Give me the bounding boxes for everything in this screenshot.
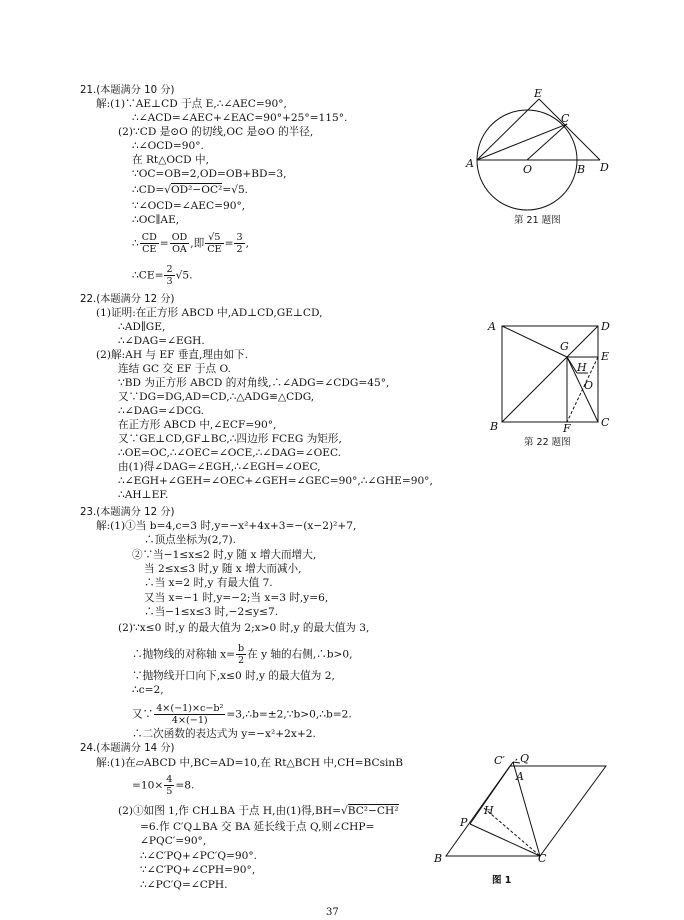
q23-header: 23.(本题满分 12 分) (80, 507, 175, 518)
q21-figure (460, 88, 620, 228)
label-b: B (434, 852, 443, 865)
q24-line: 解:(1)在▱ABCD 中,BC=AD=10,在 Rt△BCH 中,CH=BCsinB (96, 757, 404, 769)
q21-line: 在 Rt△OCD 中, (132, 154, 209, 166)
q22-line: ∴∠EGH+∠GEH=∠OEC+∠GEH=∠GEC=90°,∴∠GHE=90°, (118, 475, 433, 487)
label-g: G (560, 340, 569, 353)
q21-line: ∴OC∥AE, (132, 214, 180, 226)
label-b: B (490, 420, 499, 432)
q22-figure (484, 316, 620, 432)
q21-line: ∴CD=√OD²−OC²=√5. (132, 184, 249, 196)
q23-line: ∴二次函数的表达式为 y=−x²+2x+2. (132, 728, 316, 740)
q23-line: 当 2≤x≤3 时,y 随 x 增大而减小, (144, 563, 302, 575)
q21-fraction-line: ∴ $\frac{CD}{CE}$ = $\frac{OD}{OA}$ ,即 $\frac{√5}{CE}$ = $\frac{3}{2}$ , (132, 232, 249, 255)
q22-line: 由(1)得∠DAG=∠EGH,∴∠EGH=∠OEC, (118, 461, 321, 473)
label-d: D (601, 320, 610, 333)
q22-line: 连结 GC 交 EF 于点 O. (118, 363, 231, 375)
label-a: A (488, 320, 496, 333)
q24-line: ∠PQC′=90°, (140, 835, 207, 847)
label-f: F (563, 422, 571, 432)
label-e: E (534, 88, 543, 100)
q21-line: ∴∠ACD=∠AEC+∠EAC=90°+25°=115°. (132, 112, 348, 124)
q22-line: ∴AD∥GE, (118, 321, 166, 333)
q22-line: 在正方形 ABCD 中,∠ECF=90°, (118, 419, 277, 431)
q22-header: 22.(本题满分 12 分) (80, 294, 175, 305)
q22-line: ∴OE=OC,∴∠OEC=∠OCE,∴∠DAG=∠OEC. (118, 447, 342, 459)
label-c-prime: C′ (494, 754, 505, 767)
q22-line: 又∵GE⊥CD,GF⊥BC,∴四边形 FCEG 为矩形, (118, 433, 342, 445)
q24-line: ∵∠C′PQ+∠CPH=90°, (140, 864, 256, 876)
label-p: P (460, 816, 468, 829)
q24-line: ∴∠PC′Q=∠CPH. (140, 879, 228, 891)
label-q: Q (520, 752, 530, 765)
q24-line: (2)①如图 1,作 CH⊥BA 于点 H,由(1)得,BH=√BC²−CH² (118, 805, 399, 817)
label-c: C (601, 416, 610, 429)
label-h: H (484, 804, 494, 817)
q22-figure-caption: 第 22 题图 (524, 437, 571, 448)
label-c: C (561, 112, 570, 125)
q22-line: ∴∠DAG=∠EGH. (118, 335, 205, 347)
q21-fraction-line: ∴CE= $\frac{2}{3}$ √5. (132, 264, 193, 287)
q23-line: ∵抛物线开口向下,x≤0 时,y 的最大值为 2, (132, 670, 335, 682)
q23-fraction-line: ∴抛物线的对称轴 x= $\frac{b}{2}$ 在 y 轴的右侧,∴b>0, (132, 643, 353, 666)
label-o: O (523, 163, 533, 176)
q21-figure-caption: 第 21 题图 (514, 215, 561, 226)
parallelogram-abcd (446, 766, 606, 856)
q22-line: ∵BD 为正方形 ABCD 的对角线,∴∠ADG=∠CDG=45°, (118, 377, 390, 389)
label-d: D (600, 161, 609, 174)
q23-line: (2)∵x≤0 时,y 的最大值为 2;x>0 时,y 的最大值为 3, (118, 622, 370, 634)
q22-line: (1)证明:在正方形 ABCD 中,AD⊥CD,GE⊥CD, (96, 307, 323, 319)
q23-fraction-line: 又∵ $\frac{\text{4×(−1)×c−b²}}{4\times(-1)}$ =3,∴b=±2,∵b>0,∴b=2. (132, 703, 352, 726)
q21-header: 21.(本题满分 10 分) (80, 85, 175, 96)
q24-figure-1 (430, 752, 620, 872)
label-o: O (584, 379, 594, 392)
label-a: A (466, 157, 474, 170)
q23-line: ∴c=2, (132, 684, 164, 696)
q23-line: ∴顶点坐标为(2,7). (144, 534, 237, 546)
q24-header: 24.(本题满分 14 分) (80, 743, 175, 754)
label-a: A (516, 770, 524, 783)
label-e: E (601, 350, 610, 363)
q21-line: ∵∠OCD=∠AEC=90°, (132, 200, 246, 212)
q24-figure-caption: 图 1 (492, 875, 512, 886)
q23-line: ∴当−1≤x≤3 时,−2≤y≤7. (144, 606, 279, 618)
q22-line: 又∵DG=DG,AD=CD,∴△ADG≌△CDG, (118, 391, 315, 403)
q23-line: 又当 x=−1 时,y=−2;当 x=3 时,y=6, (144, 592, 329, 604)
q22-line: ∴∠DAG=∠DCG. (118, 405, 205, 417)
q22-line: ∴AH⊥EF. (118, 489, 169, 501)
q22-line: (2)解:AH 与 EF 垂直,理由如下. (96, 349, 249, 361)
q24-fraction-line: =10× $\frac{4}{5}$ =8. (132, 774, 195, 797)
page-number: 37 (326, 907, 339, 918)
q23-line: ②∵当−1≤x≤2 时,y 随 x 增大而增大, (132, 549, 317, 561)
label-b: B (577, 163, 586, 176)
q21-line: (2)∵CD 是⊙O 的切线,OC 是⊙O 的半径, (118, 126, 314, 138)
q21-line: ∴∠OCD=90°. (132, 140, 204, 152)
q23-line: 解:(1)①当 b=4,c=3 时,y=−x²+4x+3=−(x−2)²+7, (96, 520, 357, 532)
q23-line: ∴当 x=2 时,y 有最大值 7. (144, 577, 273, 589)
q21-line: ∵OC=OB=2,OD=OB+BD=3, (132, 168, 287, 180)
q24-line: =6.作 C′Q⊥BA 交 BA 延长线于点 Q,则∠CHP= (140, 821, 375, 833)
q24-line: ∴∠C′PQ+∠PC′Q=90°. (140, 850, 258, 862)
label-h: H (577, 361, 587, 374)
label-c: C (538, 852, 547, 865)
q21-line: 解:(1)∵AE⊥CD 于点 E,∴∠AEC=90°, (96, 98, 287, 110)
